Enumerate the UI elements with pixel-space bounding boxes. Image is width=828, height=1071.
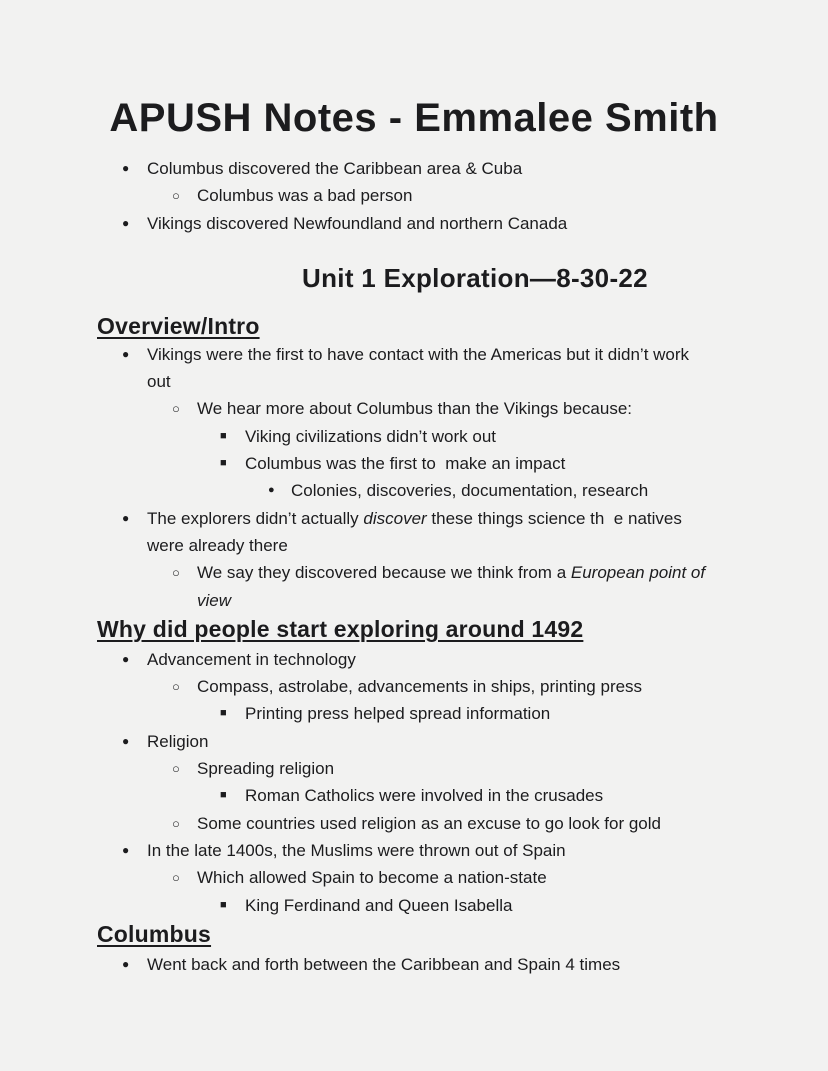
bullet-circle-icon: ○ [172,401,180,417]
list-item-text [147,837,566,864]
bullet-disc-icon: ● [122,161,130,175]
bullet-disc-icon: ● [122,956,130,971]
text-run: Viking civilizations didn’t work out [245,426,497,446]
bullet-disc-icon: ● [122,733,130,748]
text-run: Columbus discovered the Caribbean area & Cuba [147,159,523,178]
list-item-text [245,450,565,477]
section-heading: Overview/Intro [97,312,260,339]
bullet-list [0,646,828,919]
bullet-square-icon: ■ [220,707,227,720]
list-item [172,810,828,837]
bullet-circle-icon: ○ [172,679,180,695]
list-item-text [147,728,208,755]
list-item [268,477,828,504]
list-item [122,341,828,396]
bullet-circle-icon: ○ [172,815,180,831]
list-item [172,864,828,891]
bullet-circle-icon: ○ [172,761,180,777]
list-item [122,210,828,237]
list-item [220,423,828,450]
italic-text-run: European point of [570,563,706,583]
text-run: King Ferdinand and Queen Isabella [245,895,513,915]
list-item-text [197,182,412,209]
list-item [220,700,828,727]
list-item-text [147,951,620,978]
bullet-circle-icon: ○ [172,188,180,204]
list-item-text [245,782,603,809]
text-run: these things science th e natives [426,508,682,528]
text-run: Religion [147,731,209,751]
list-item [172,182,828,209]
bullet-disc-icon: ● [122,651,130,666]
list-item [220,782,828,809]
bullet-disc-icon: ● [122,510,130,525]
text-run: Compass, astrolabe, advancements in ships, printing press [197,677,643,697]
page-title: APUSH Notes - Emmalee Smith [109,96,719,140]
list-item-text [197,559,705,614]
text-run: Vikings were the first to have contact with the Americas but it didn’t work [147,344,690,364]
bullet-list [0,341,828,614]
text-run: Columbus was the first to make an impact [245,454,566,474]
list-item [172,395,828,422]
text-run: out [147,372,171,392]
list-item-text [147,155,522,182]
text-run: Which allowed Spain to become a nation-state [197,868,547,888]
list-item [220,450,828,477]
list-item-text [197,864,547,891]
list-item [122,505,828,560]
list-item [172,673,828,700]
list-item [172,559,828,614]
list-item [122,728,828,755]
bullet-circle-icon: ○ [172,870,180,886]
text-run: Roman Catholics were involved in the crusades [245,786,604,806]
list-item-text [147,210,567,237]
document-body [0,155,828,978]
text-run: Spreading religion [197,759,335,779]
italic-text-run: view [197,590,232,610]
section-heading: Columbus [97,920,212,947]
bullet-disc-icon: ● [268,484,275,497]
text-run: Some countries used religion as an excuse to go look for gold [197,813,661,833]
text-run: We hear more about Columbus than the Vikings because: [197,399,633,419]
bullet-square-icon: ■ [220,457,227,470]
list-item-text [245,423,496,450]
list-item-text [147,341,689,396]
list-item [122,837,828,864]
text-run: We say they discovered because we think from a [197,563,571,583]
list-item-text [197,395,632,422]
list-item [122,155,828,182]
italic-text-run: discover [363,508,427,528]
list-item-text [291,477,648,504]
list-item [220,892,828,919]
list-item [172,755,828,782]
bullet-circle-icon: ○ [172,565,180,581]
list-item [122,646,828,673]
bullet-disc-icon: ● [122,842,130,857]
list-item [122,951,828,978]
text-run: Printing press helped spread information [245,704,551,724]
text-run: The explorers didn’t actually [147,508,364,528]
bullet-list [0,951,828,978]
bullet-list [0,155,828,237]
bullet-square-icon: ■ [220,429,227,442]
list-item-text [197,810,661,837]
text-run: Vikings discovered Newfoundland and northern Canada [147,213,568,233]
list-item-text [245,700,550,727]
list-item-text [197,755,334,782]
list-item-text [245,892,512,919]
text-run: Colonies, discoveries, documentation, research [291,481,649,501]
text-run: Went back and forth between the Caribbean and Spain 4 times [147,954,621,974]
bullet-disc-icon: ● [122,346,130,361]
section-heading: Why did people start exploring around 1492 [97,615,584,642]
bullet-square-icon: ■ [220,789,227,802]
list-item-text [197,673,642,700]
list-item-text [147,505,682,560]
text-run: Advancement in technology [147,649,356,669]
list-item-text [147,646,356,673]
bullet-square-icon: ■ [220,898,227,911]
bullet-disc-icon: ● [122,215,130,230]
text-run: Columbus was a bad person [197,186,413,206]
unit-heading: Unit 1 Exploration—8-30-22 [302,262,648,293]
text-run: In the late 1400s, the Muslims were thrown out of Spain [147,840,566,860]
text-run: were already there [147,535,288,555]
